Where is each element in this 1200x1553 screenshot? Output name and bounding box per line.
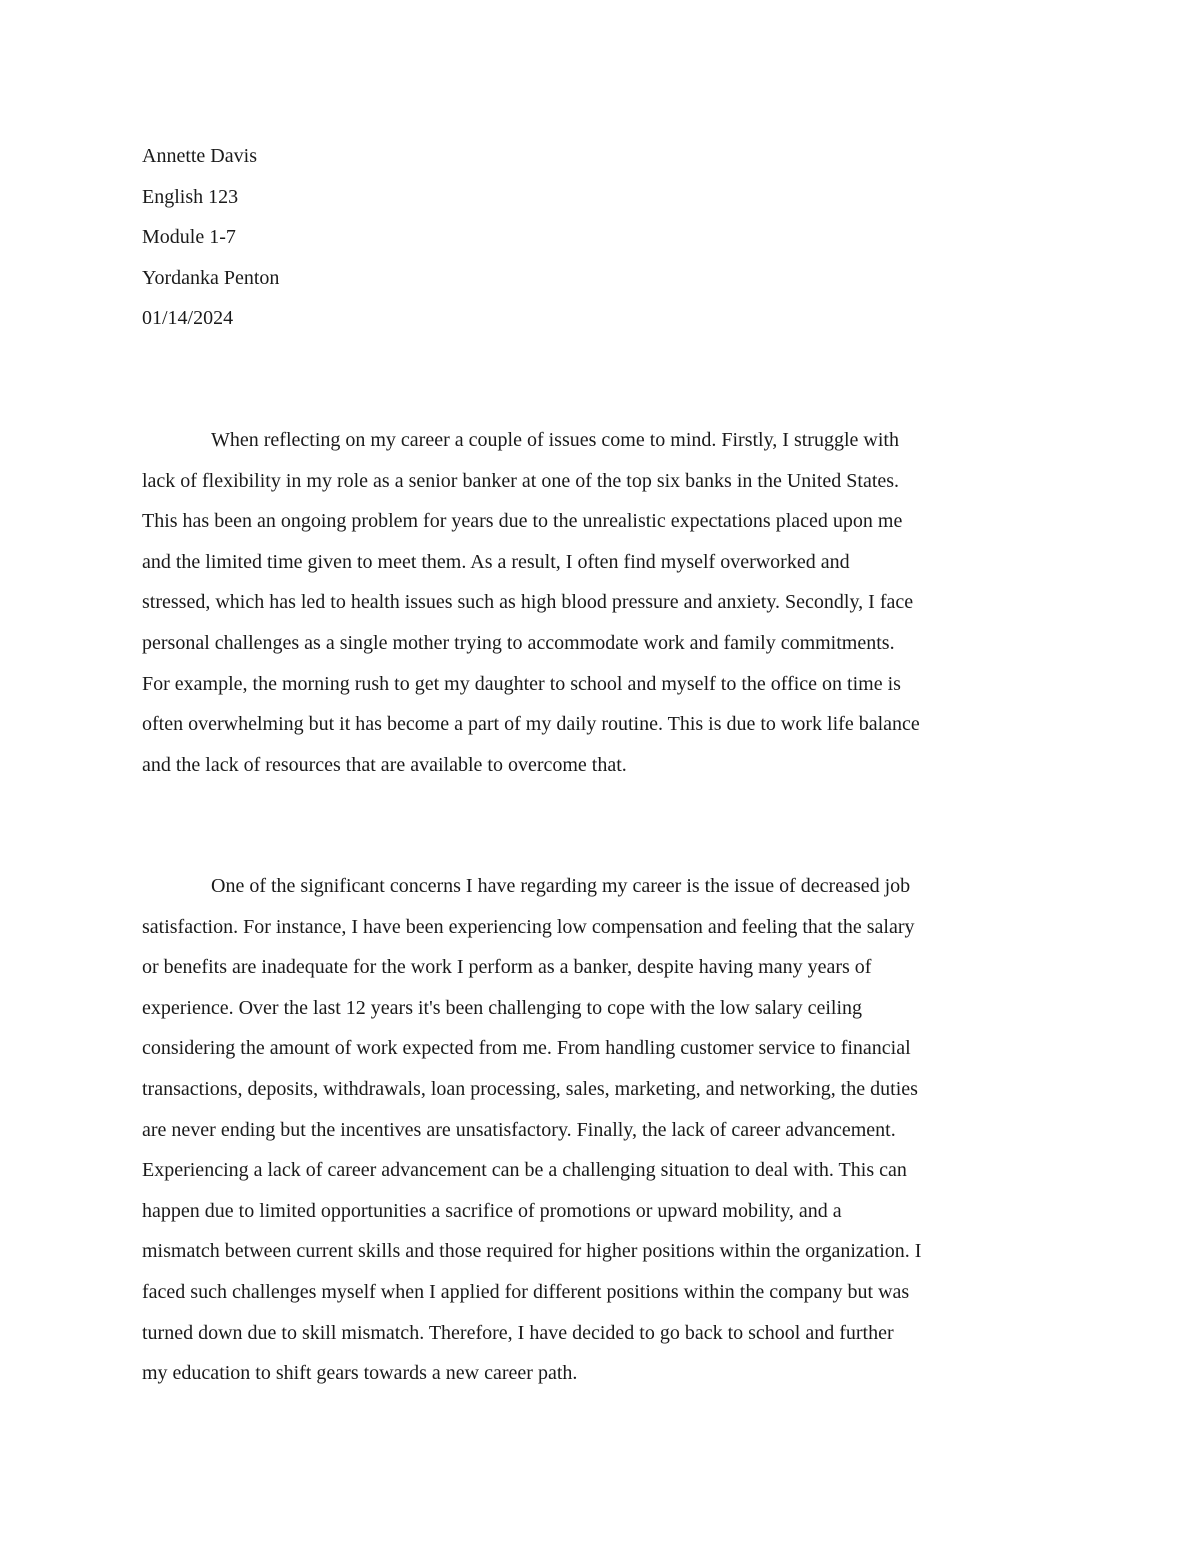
paragraph-line: mismatch between current skills and those required for higher positions within the organization. I [142,1240,922,1263]
module-name: Module 1-7 [142,226,236,249]
course-name: English 123 [142,185,239,208]
paragraph-line: This has been an ongoing problem for years due to the unrealistic expectations placed upon me [142,510,903,533]
paragraph-line: turned down due to skill mismatch. Therefore, I have decided to go back to school and further [142,1321,894,1344]
paragraph-line: often overwhelming but it has become a part of my daily routine. This is due to work life balance [142,713,920,736]
paragraph-line: experience. Over the last 12 years it's been challenging to cope with the low salary ceiling [142,996,863,1019]
paragraph-line: happen due to limited opportunities a sacrifice of promotions or upward mobility, and a [142,1199,842,1222]
paragraph-line: satisfaction. For instance, I have been experiencing low compensation and feeling that the salary [142,915,915,938]
paragraph-line: faced such challenges myself when I applied for different positions within the company but was [142,1280,910,1303]
paragraph-line: When reflecting on my career a couple of issues come to mind. Firstly, I struggle with [211,429,899,451]
body-paragraph-1 [142,420,1060,785]
instructor-name: Yordanka Penton [142,266,280,289]
author-name: Annette Davis [142,145,257,167]
paragraph-line: or benefits are inadequate for the work I perform as a banker, despite having many years of [142,956,872,979]
paragraph-line: my education to shift gears towards a new career path. [142,1362,578,1385]
paragraph-line: and the lack of resources that are available to overcome that. [142,753,627,776]
document-heading [142,136,1042,339]
paragraph-line: Experiencing a lack of career advancement can be a challenging situation to deal with. This can [142,1159,907,1182]
paragraph-line: considering the amount of work expected from me. From handling customer service to financial [142,1037,911,1060]
paragraph-line: One of the significant concerns I have regarding my career is the issue of decreased job [211,875,911,897]
paragraph-line: lack of flexibility in my role as a senior banker at one of the top six banks in the United States. [142,469,900,492]
paragraph-line: For example, the morning rush to get my daughter to school and myself to the office on time is [142,672,901,695]
document-date: 01/14/2024 [142,307,234,330]
paragraph-line: and the limited time given to meet them. As a result, I often find myself overworked and [142,550,850,573]
paragraph-line: transactions, deposits, withdrawals, loan processing, sales, marketing, and networking, the duties [142,1077,918,1100]
paragraph-line: are never ending but the incentives are unsatisfactory. Finally, the lack of career advancement. [142,1118,896,1141]
body-paragraph-2 [142,866,1060,1394]
paragraph-line: personal challenges as a single mother trying to accommodate work and family commitments. [142,631,895,654]
paragraph-line: stressed, which has led to health issues such as high blood pressure and anxiety. Secondly, I face [142,591,914,614]
